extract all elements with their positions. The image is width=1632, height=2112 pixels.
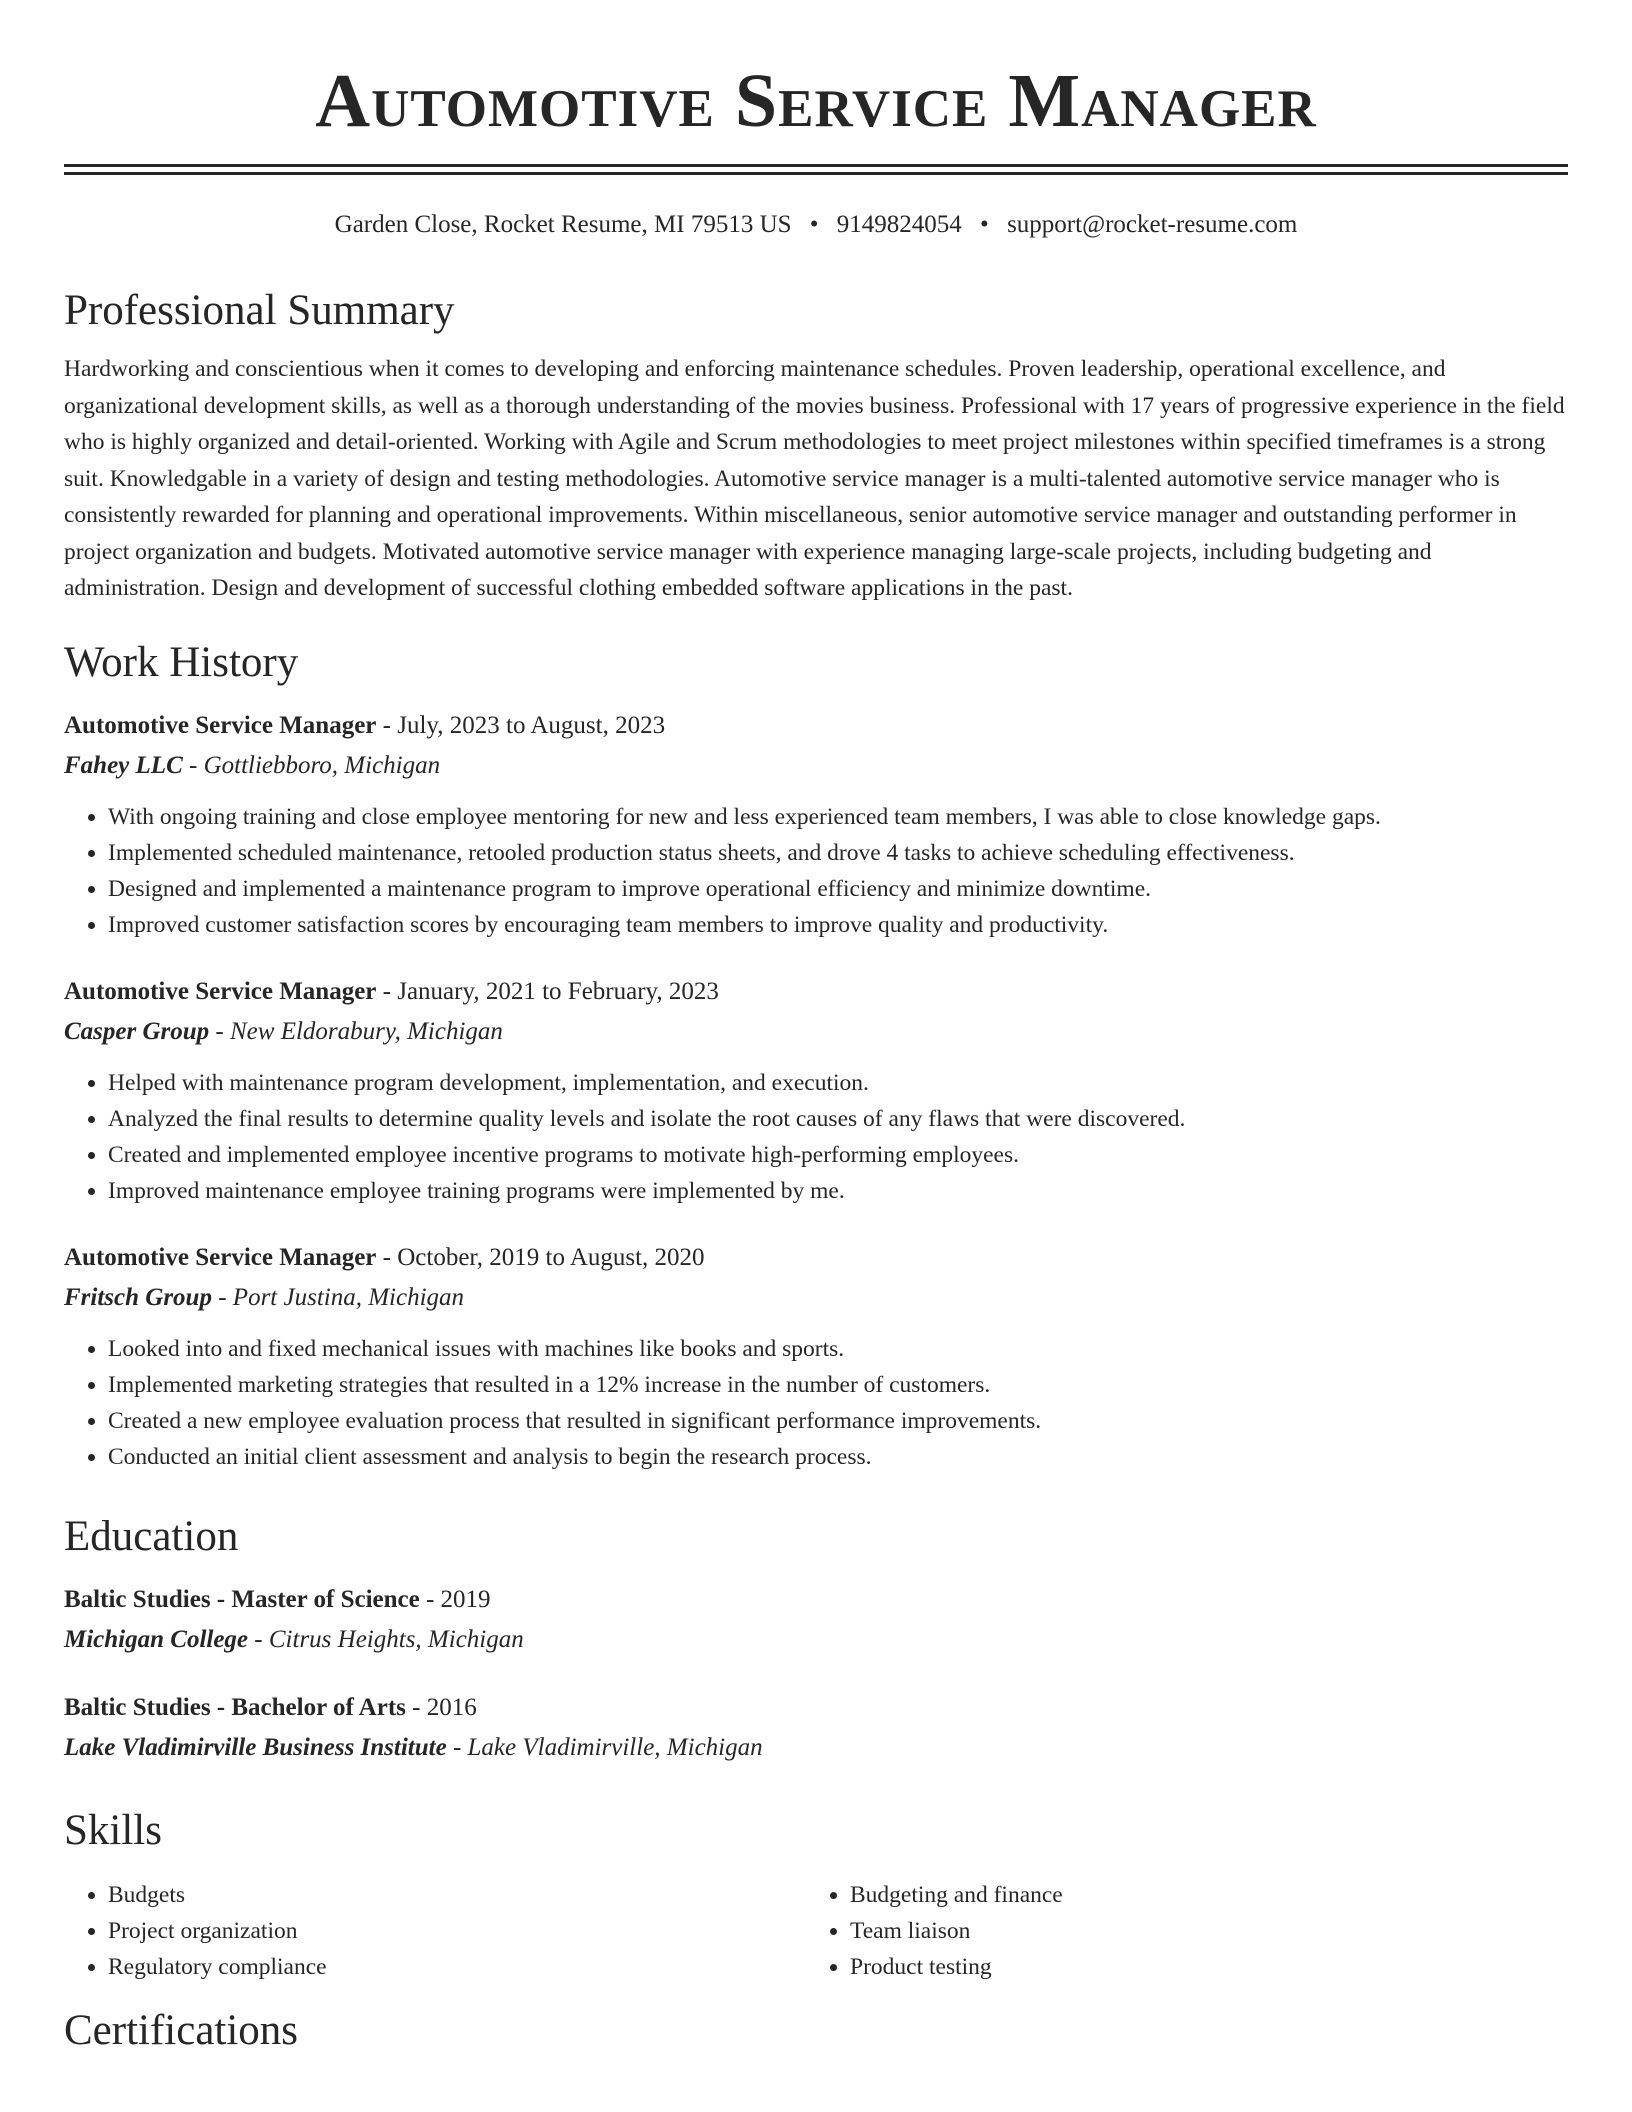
education-entry [64,1691,1568,1765]
education-year: - 2016 [405,1693,477,1721]
job-location: - Port Justina, Michigan [211,1283,465,1311]
job-employer: Casper Group [64,1017,210,1045]
skills-heading: Skills [64,1806,162,1854]
job-bullets [64,1065,1568,1209]
job-bullet: • Created a new employee evaluation process that resulted in significant performance improvements. [108,1403,1568,1439]
job-title: Automotive Service Manager [64,711,377,739]
summary-heading: Professional Summary [64,287,455,334]
job-dates: - January, 2021 to February, 2023 [376,977,719,1005]
skill-item: • Project organization [108,1913,806,1949]
education-school: Michigan College [64,1625,249,1653]
job-entry [64,1241,1568,1475]
job-bullet: • Improved customer satisfaction scores by encouraging team members to improve quality and productivity. [108,907,1568,943]
contact-phone: 9149824054 [836,211,962,238]
contact-separator: • [980,211,989,238]
job-dates: - October, 2019 to August, 2020 [376,1243,705,1271]
contact-line [64,209,1568,241]
education-entry [64,1583,1568,1657]
job-bullet: • Analyzed the final results to determine quality levels and isolate the root causes of any flaws that were discovered. [108,1101,1568,1137]
job-location: - New Eldorabury, Michigan [209,1017,503,1045]
skill-item: • Product testing [850,1949,1548,1985]
contact-separator: • [809,211,819,238]
skill-item: • Budgets [108,1877,806,1913]
skills-column-left [64,1877,806,1985]
job-employer: Fritsch Group [64,1283,212,1311]
skills-grid [64,1877,1568,1985]
job-bullet: • With ongoing training and close employee mentoring for new and less experienced team members, I was able to close knowledge gaps. [108,799,1568,835]
education-location: - Lake Vladimirville, Michigan [446,1733,763,1761]
job-bullet: • Created and implemented employee incentive programs to motivate high-performing employees. [108,1137,1568,1173]
contact-email: support@rocket-resume.com [1007,211,1298,238]
skill-item: • Team liaison [850,1913,1548,1949]
job-bullet: • Designed and implemented a maintenance program to improve operational efficiency and minimize downtime. [108,871,1568,907]
education-location: - Citrus Heights, Michigan [248,1625,524,1653]
job-bullet: • Helped with maintenance program development, implementation, and execution. [108,1065,1568,1101]
skill-item: • Budgeting and finance [850,1877,1548,1913]
contact-address: Garden Close, Rocket Resume, MI 79513 US [334,211,792,238]
job-title: Automotive Service Manager [64,977,377,1005]
education-degree: Baltic Studies - Bachelor of Arts [64,1693,406,1721]
summary-text: Hardworking and conscientious when it comes to developing and enforcing maintenance schedules. Proven leadership, operational excellence, and organizational development skills, as well as a thorough understanding of the movies business. Professional with 17 years of progressive experience in the field who is highly organized and detail-oriented. Working with Agile and Scrum methodologies to meet project milestones within specified timeframes is a strong suit. Knowledgable in a variety of design and testing methodologies. Automotive service manager is a multi-talented automotive service manager who is consistently rewarded for planning and operational improvements. Within miscellaneous, senior automotive service manager and outstanding performer in project organization and budgets. Motivated automotive service manager with experience managing large-scale projects, including budgeting and administration. Design and development of successful clothing embedded software applications in the past. [64,356,1565,601]
job-bullet: • Conducted an initial client assessment and analysis to begin the research process. [108,1439,1568,1475]
education-year: - 2019 [419,1585,491,1613]
education-heading: Education [64,1512,239,1560]
certifications-heading: Certifications [64,2006,299,2054]
education-degree: Baltic Studies - Master of Science [64,1585,420,1613]
skill-item: • Regulatory compliance [108,1949,806,1985]
job-bullets [64,1331,1568,1475]
job-location: - Gottliebboro, Michigan [182,751,441,779]
job-title: Automotive Service Manager [64,1243,377,1271]
job-bullets [64,799,1568,943]
education-school: Lake Vladimirville Business Institute [64,1733,447,1761]
job-entry [64,709,1568,943]
job-bullet: • Implemented marketing strategies that resulted in a 12% increase in the number of customers. [108,1367,1568,1403]
job-entry [64,975,1568,1209]
job-bullet: • Improved maintenance employee training programs were implemented by me. [108,1173,1568,1209]
skills-column-right [806,1877,1548,1985]
job-employer: Fahey LLC [64,751,183,779]
header-double-rule [64,164,1568,175]
job-dates: - July, 2023 to August, 2023 [376,711,666,739]
work-history-list [64,709,1568,1475]
job-bullet: • Looked into and fixed mechanical issues with machines like books and sports. [108,1331,1568,1367]
job-bullet: • Implemented scheduled maintenance, retooled production status sheets, and drove 4 tasks to achieve scheduling effectiveness. [108,835,1568,871]
work-history-heading: Work History [64,638,299,686]
resume-name: Automotive Service Manager [315,59,1317,143]
